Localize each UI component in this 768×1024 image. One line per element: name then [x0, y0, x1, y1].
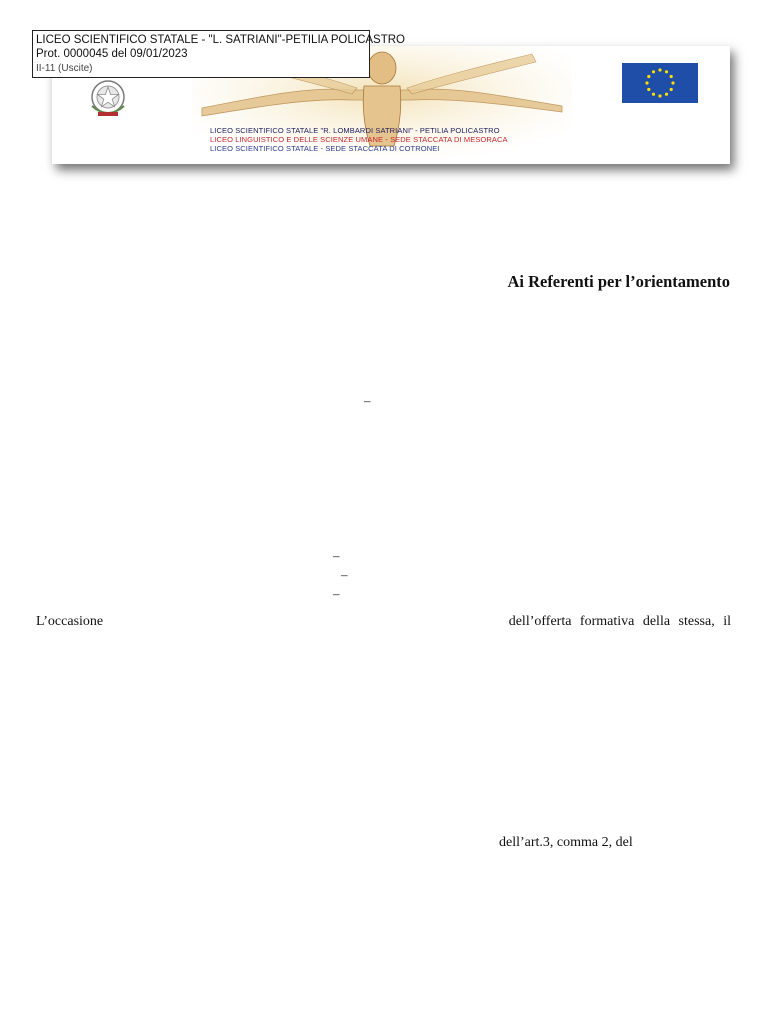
- school-line-main: LICEO SCIENTIFICO STATALE "R. LOMBARDI SATRIANI" - PETILIA POLICASTRO: [210, 126, 500, 135]
- eu-flag-icon: [622, 63, 698, 103]
- republic-emblem-icon: [78, 76, 138, 118]
- paragraph-end: dell’offerta formativa della stessa, il: [508, 614, 731, 629]
- dash-mark: –: [364, 393, 371, 408]
- protocol-stamp: [32, 30, 405, 78]
- dash-mark: –: [333, 548, 340, 563]
- stamp-classification: II-11 (Uscite): [36, 63, 93, 74]
- school-name-lines: [210, 126, 508, 153]
- school-line-mesoraca: LICEO LINGUISTICO E DELLE SCIENZE UMANE - SEDE STACCATA DI MESORACA: [210, 135, 508, 144]
- legal-reference-fragment: dell’art.3, comma 2, del: [499, 835, 633, 850]
- paragraph-start: L’occasione: [36, 614, 104, 629]
- stamp-protocol-number: Prot. 0000045 del 09/01/2023: [36, 48, 188, 60]
- stamp-school: LICEO SCIENTIFICO STATALE - "L. SATRIANI"-PETILIA POLICASTRO: [36, 34, 405, 46]
- dash-mark: –: [333, 586, 340, 601]
- school-line-cotronei: LICEO SCIENTIFICO STATALE - SEDE STACCATA DI COTRONEI: [210, 144, 440, 153]
- recipient-heading: Ai Referenti per l’orientamento: [507, 272, 730, 291]
- dash-mark: –: [341, 567, 348, 582]
